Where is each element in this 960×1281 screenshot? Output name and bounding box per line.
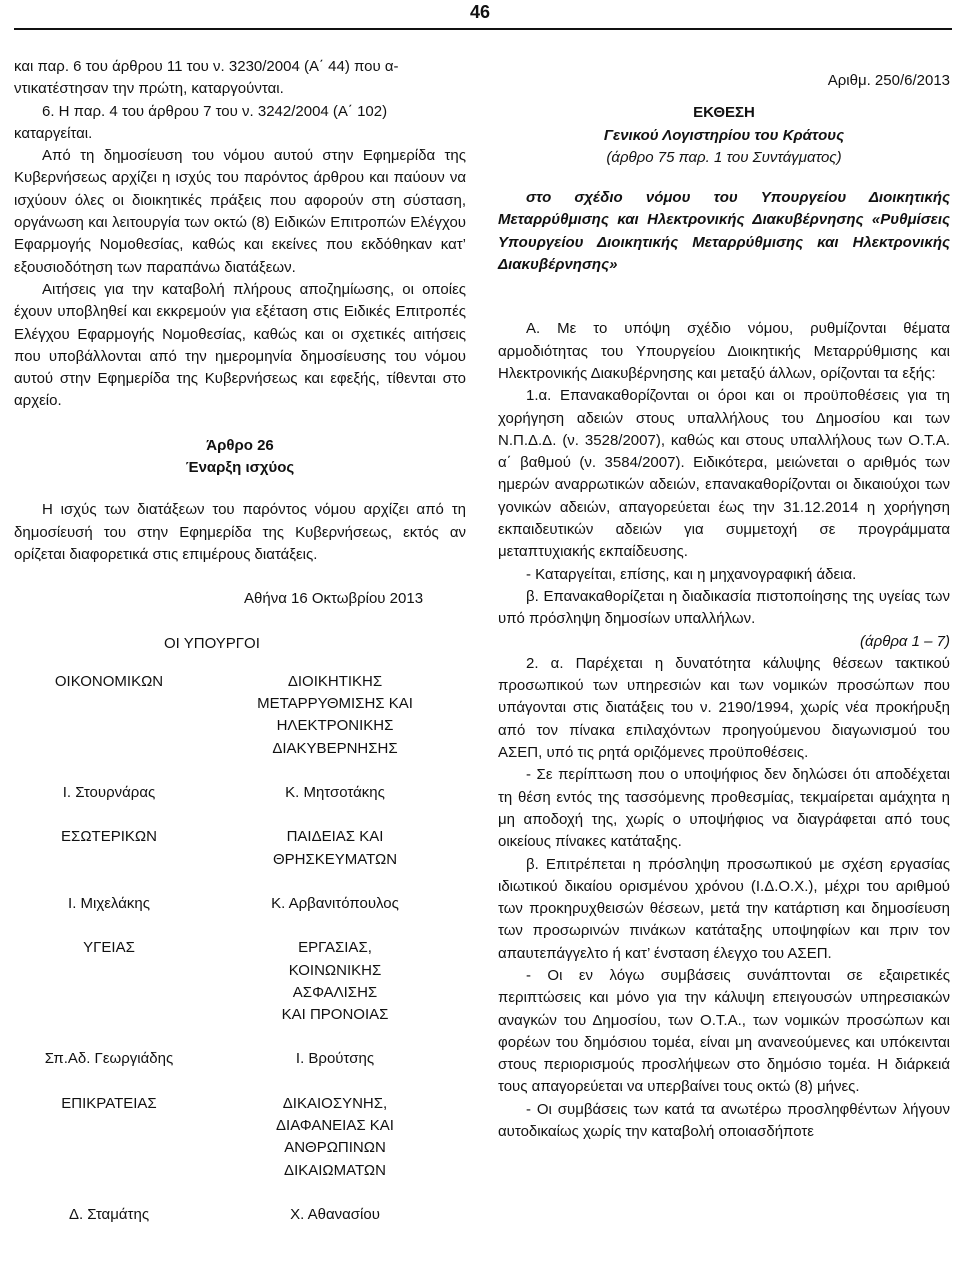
ministry-line: ΗΛΕΚΤΡΟΝΙΚΗΣ <box>276 717 394 735</box>
signatories-title: ΟΙ ΥΠΟΥΡΓΟΙ <box>164 634 260 652</box>
minister-name: Ι. Μιχελάκης <box>68 894 150 912</box>
right-paragraph: β. Επανακαθορίζεται η διαδικασία πιστοποίησης της υγείας των υπό πρόσληψη δημοσίων υπαλλήλων. <box>498 587 950 628</box>
minister-name: Ι. Στουρνάρας <box>62 784 156 802</box>
minister-name: Χ. Αθανασίου <box>290 1205 380 1223</box>
ministry-left: ΕΠΙΚΡΑΤΕΙΑΣ <box>61 1094 157 1112</box>
report-topic: στο σχέδιο νόμου του Υπουργείου Διοικητικής Μεταρρύθμισης και Ηλεκτρονικής Διακυβέρνησης «Ρυθμίσεις Υπουργείου Διοικητικής Μεταρρύθμισης και Ηλεκτρονικής Διακυβέρνησης» <box>498 189 950 274</box>
minister-name: Σπ.Αδ. Γεωργιάδης <box>44 1050 174 1068</box>
ministry-line: ΔΙΚΑΙΩΜΑΤΩΝ <box>284 1161 386 1179</box>
minister-name: Κ. Αρβανιτόπουλος <box>271 894 399 912</box>
ministry-line: ΠΑΙΔΕΙΑΣ ΚΑΙ <box>286 828 384 846</box>
ministry-line: ΔΙΑΚΥΒΕΡΝΗΣΗΣ <box>272 739 398 757</box>
ministry-right <box>204 937 466 1026</box>
right-paragraph: 2. α. Παρέχεται η δυνατότητα κάλυψης θέσεων τακτικού προσωπικού των υπηρεσιών και των νομικών προσώπων που υπάγονται στις διατάξεις του ν. 2190/1994, χωρίς νέα προκήρυξη από τον πίνακα επιλαχόντων προηγούμενου διαγωνισμού του ΑΣΕΠ, υπό τις ρητά οριζόμενες προϋποθέσεις. <box>498 654 950 762</box>
ministry-line: ΜΕΤΑΡΡΥΘΜΙΣΗΣ ΚΑΙ <box>257 695 413 713</box>
report-subtitle: Γενικού Λογιστηρίου του Κράτους <box>603 126 845 144</box>
date-line: Αθήνα 16 Οκτωβρίου 2013 <box>244 590 424 608</box>
report-title: ΕΚΘΕΣΗ <box>693 104 755 122</box>
ministry-left: ΕΣΩΤΕΡΙΚΩΝ <box>61 828 157 846</box>
ministry-left: ΥΓΕΙΑΣ <box>83 939 135 957</box>
ministry-line: ΔΙΚΑΙΟΣΥΝΗΣ, <box>282 1094 388 1112</box>
left-paragraph: και παρ. 6 του άρθρου 11 του ν. 3230/2004 (Α΄ 44) που α- <box>14 58 399 75</box>
minister-name: Κ. Μητσοτάκης <box>285 784 385 802</box>
right-paragraph: - Οι εν λόγω συμβάσεις συνάπτονται σε εξαιρετικές περιπτώσεις και μόνο για την κάλυψη επειγουσών υπηρεσιακών αναγκών του Δημοσίου, των Ο.Τ.Α., των νομικών προσώπων και φορέων του δημόσιου τομέα, είναι μη ανανεούμενες και υπόκεινται στους περιορισμούς προσλήψεων στο δημόσιο τομέα. Η διάρκειά τους απαγορεύεται να υπερβαίνει τους οκτώ (8) μήνες. <box>498 966 950 1096</box>
right-paragraph: Α. Με το υπόψη σχέδιο νόμου, ρυθμίζονται θέματα αρμοδιότητας του Υπουργείου Διοικητικής Μεταρρύθμισης και Ηλεκτρονικής Διακυβέρνησης και μεταξύ άλλων, ορίζονται τα εξής: <box>498 320 950 382</box>
ministry-line: ΘΡΗΣΚΕΥΜΑΤΩΝ <box>272 850 398 868</box>
ministry-line: ΑΣΦΑΛΙΣΗΣ <box>292 983 378 1001</box>
minister-name: Δ. Σταμάτης <box>68 1205 150 1223</box>
ministry-right <box>204 671 466 760</box>
ministry-left: ΟΙΚΟΝΟΜΙΚΩΝ <box>54 672 164 690</box>
left-paragraph: Από τη δημοσίευση του νόμου αυτού στην Εφημερίδα της Κυβερνήσεως αρχίζει η ισχύς του παρόντος άρθρου και παύουν να ισχύουν όλες οι διοικητικές πράξεις που αφορούν στη σύσταση, οργάνωση και λειτουργία των οκτώ (8) Ειδικών Επιτροπών Ελέγχου Εφαρμογής Νομοθεσίας, καθώς και εκείνες που εκδόθηκαν κατ’ εξουσιοδότηση των παραπάνω διατάξεων. <box>14 147 466 276</box>
ministry-line: ΑΝΘΡΩΠΙΝΩΝ <box>284 1139 386 1157</box>
minister-name: Ι. Βρούτσης <box>295 1050 375 1068</box>
ministry-line: ΕΡΓΑΣΙΑΣ, <box>298 939 372 957</box>
right-paragraph: - Καταργείται, επίσης, και η μηχανογραφική άδεια. <box>526 565 857 583</box>
header-rule <box>14 28 952 30</box>
right-paragraph: - Οι συμβάσεις των κατά τα ανωτέρω προσληφθέντων λήγουν αυτοδικαίως χωρίς την καταβολή οποιασδήποτε <box>498 1100 950 1141</box>
left-paragraph: ντικατέστησαν την πρώτη, καταργούνται. <box>14 80 284 98</box>
left-paragraph: καταργείται. <box>14 124 93 142</box>
ministry-line: ΔΙΑΦΑΝΕΙΑΣ ΚΑΙ <box>276 1116 394 1134</box>
left-paragraph: 6. Η παρ. 4 του άρθρου 7 του ν. 3242/2004 (Α΄ 102) <box>42 102 388 120</box>
left-paragraph: Αιτήσεις για την καταβολή πλήρους αποζημίωσης, οι οποίες έχουν υποβληθεί και εκκρεμούν για εξέταση στις Ειδικές Επιτροπές Ελέγχου Εφαρμογής Νομοθεσίας, καθώς και οι σχετικές αιτήσεις που υποβάλλονται από την ημερομηνία δημοσίευσης του νόμου αυτού στην Εφημερίδα της Κυβερνήσεως και εφεξής, τίθενται στο αρχείο. <box>14 280 466 410</box>
article-title: Άρθρο 26 <box>206 436 274 454</box>
right-paragraph: β. Επιτρέπεται η πρόσληψη προσωπικού με σχέση εργασίας ιδιωτικού δικαίου ορισμένου χρόνου (Ι.Δ.Ο.Χ.), μέχρι του αριθμού των προκηρυχθεισών θέσεων, μετά την κατάρτιση και δημοσίευση των προσωρινών πινάκων κατάταξης υποψηφίων και πριν τον απαυτεπάγγελτο ή κατ’ ένσταση έλεγχο του ΑΣΕΠ. <box>498 855 950 962</box>
ministry-right <box>204 1093 466 1182</box>
right-paragraph: 1.α. Επανακαθορίζονται οι όροι και οι προϋποθέσεις για τη χορήγηση αδειών στους υπαλλήλους του Δημοσίου και των Ν.Π.Δ.Δ. (ν. 3528/2007), καθώς και στους υπαλλήλους των Ο.Τ.Α. α΄ βαθμού (ν. 3584/2007). Ειδικότερα, μειώνεται ο αριθμός των ημερών αναρρωτικών αδειών, επανακαθορίζονται οι δικαιούχοι των γονικών αδειών, απαγορεύεται έως την 31.12.2014 η χορήγηση εκπαιδευτικών αδειών για συμμετοχή σε προγράμματα μεταπτυχιακής εκπαίδευσης. <box>498 387 950 561</box>
left-column <box>14 56 466 1226</box>
report-article: (άρθρο 75 παρ. 1 του Συντάγματος) <box>606 148 842 166</box>
ministry-line: ΔΙΟΙΚΗΤΙΚΗΣ <box>287 672 383 690</box>
ministry-right <box>204 826 466 871</box>
article-body: Η ισχύς των διατάξεων του παρόντος νόμου αρχίζει από τη δημοσίευσή του στην Εφημερίδα της Κυβερνήσεως, εκτός αν ορίζεται διαφορετικά στις επιμέρους διατάξεις. <box>14 501 466 563</box>
article-subtitle: Έναρξη ισχύος <box>185 459 295 477</box>
ministry-line: ΚΟΙΝΩΝΙΚΗΣ <box>288 961 382 979</box>
report-reference: Αριθμ. 250/6/2013 <box>827 72 950 89</box>
signatories-grid <box>14 671 466 1226</box>
right-paragraph: - Σε περίπτωση που ο υποψήφιος δεν δηλώσει ότι αποδέχεται τη θέση εντός της τασσόμενης προθεσμίας, τεκμαίρεται αμάχητα η μη αποδοχή της, χωρίς ο υποψήφιος να διαγράφεται από τους οικείους πίνακες κατάταξης. <box>498 766 950 851</box>
ministry-line: ΚΑΙ ΠΡΟΝΟΙΑΣ <box>281 1006 389 1024</box>
articles-reference: (άρθρα 1 – 7) <box>860 632 950 650</box>
right-column <box>498 56 950 1143</box>
page-number: 46 <box>469 2 491 22</box>
